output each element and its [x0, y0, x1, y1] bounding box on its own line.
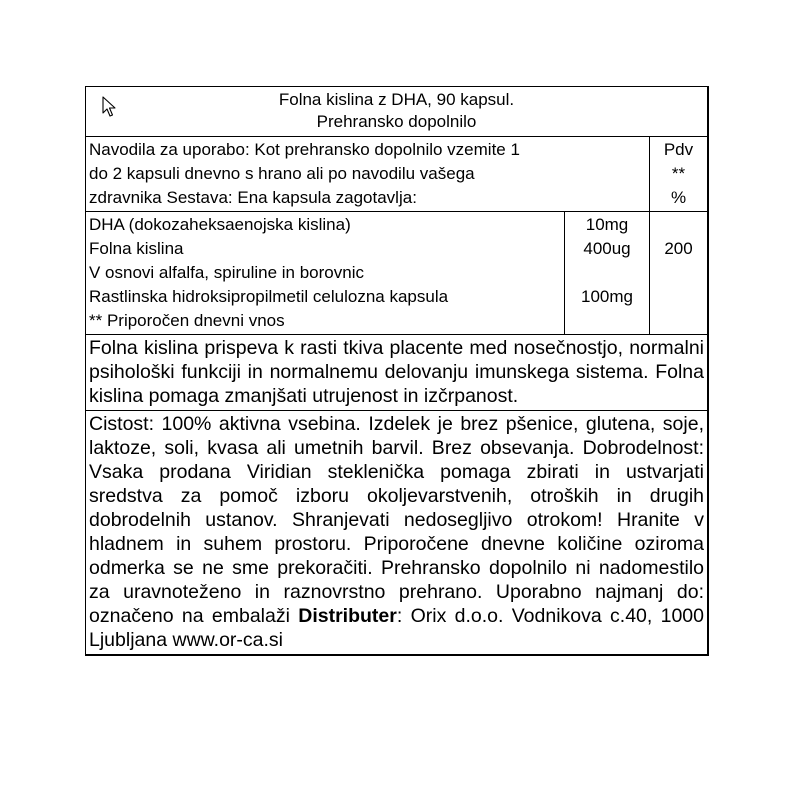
details-block	[86, 411, 707, 654]
ingredient-name: V osnovi alfalfa, spiruline in borovnic	[89, 263, 364, 282]
ingredient-amount: 10mg	[585, 215, 629, 234]
ingredient-pdv	[649, 212, 707, 334]
product-title: Folna kislina z DHA, 90 kapsul.	[278, 90, 515, 109]
ingredient-name: Folna kislina	[89, 239, 184, 258]
health-claims-text: Folna kislina prispeva k rasti tkiva placente med nosečnostjo, normalni psihološki funkciji in normalnemu delovanju imunskega sistema. Folna kislina pomaga zmanjšati utrujenost in izčrpanost.	[89, 337, 704, 407]
instructions-row	[86, 137, 707, 212]
ingredient-name: ** Priporočen dnevni vnos	[89, 311, 285, 330]
supplement-label	[85, 86, 709, 656]
ingredient-names	[86, 212, 564, 334]
pdv-header-line: Pdv	[663, 140, 694, 159]
label-title-block	[86, 87, 707, 137]
ingredient-amount	[565, 309, 649, 333]
details-text: Cistost: 100% aktivna vsebina. Izdelek je brez pšenice, glutena, soje, laktoze, soli, kvasa ali umetnih barvil. Brez obsevanja. Dobrodelnost: Vsaka prodana Viridian steklenička pomaga zbirati in ustvarjati sredstva za pomoč izboru okoljevarstvenih, otroških in drugih dobrodelnih ustanov. Shranjevati nedosegljivo otrokom! Hranite v hladnem in suhem prostoru. Priporočene dnevne količine oziroma odmerka se ne sme prekoračiti. Prehransko dopolnilo ni nadomestilo za uravnoteženo in raznovrstno prehrano. Uporabno najmanj do: označeno na embalaži	[89, 413, 704, 627]
instructions-line: zdravnika Sestava: Ena kapsula zagotavlja:	[89, 188, 417, 207]
distributor-text: : Orix d.o.o. Vodnikova c.40, 1000 Ljubljana www.or-ca.si	[89, 605, 704, 651]
pdv-header-line: %	[670, 188, 687, 207]
claims-row	[86, 335, 707, 411]
composition-row	[86, 212, 707, 335]
ingredient-name: DHA (dokozaheksaenojska kislina)	[89, 215, 351, 234]
ingredient-pdv-value	[650, 213, 707, 237]
ingredient-amount: 400ug	[583, 239, 631, 258]
distributor-label: Distributer	[298, 605, 397, 627]
ingredient-amount: 100mg	[581, 287, 633, 306]
instructions-line: do 2 kapsuli dnevno s hrano ali po navodilu vašega	[89, 164, 475, 183]
ingredient-amount	[565, 261, 649, 285]
ingredient-name: Rastlinska hidroksipropilmetil celulozna kapsula	[89, 287, 449, 306]
instructions-line: Navodila za uporabo: Kot prehransko dopolnilo vzemite 1	[89, 140, 520, 159]
pdv-header	[649, 137, 707, 211]
product-subtitle: Prehransko dopolnilo	[316, 112, 477, 131]
ingredient-pdv-value: 200	[664, 239, 693, 258]
ingredient-amounts	[564, 212, 649, 334]
mouse-pointer-icon	[102, 96, 118, 118]
instructions-text	[86, 137, 649, 211]
pdv-header-line: **	[671, 164, 686, 183]
